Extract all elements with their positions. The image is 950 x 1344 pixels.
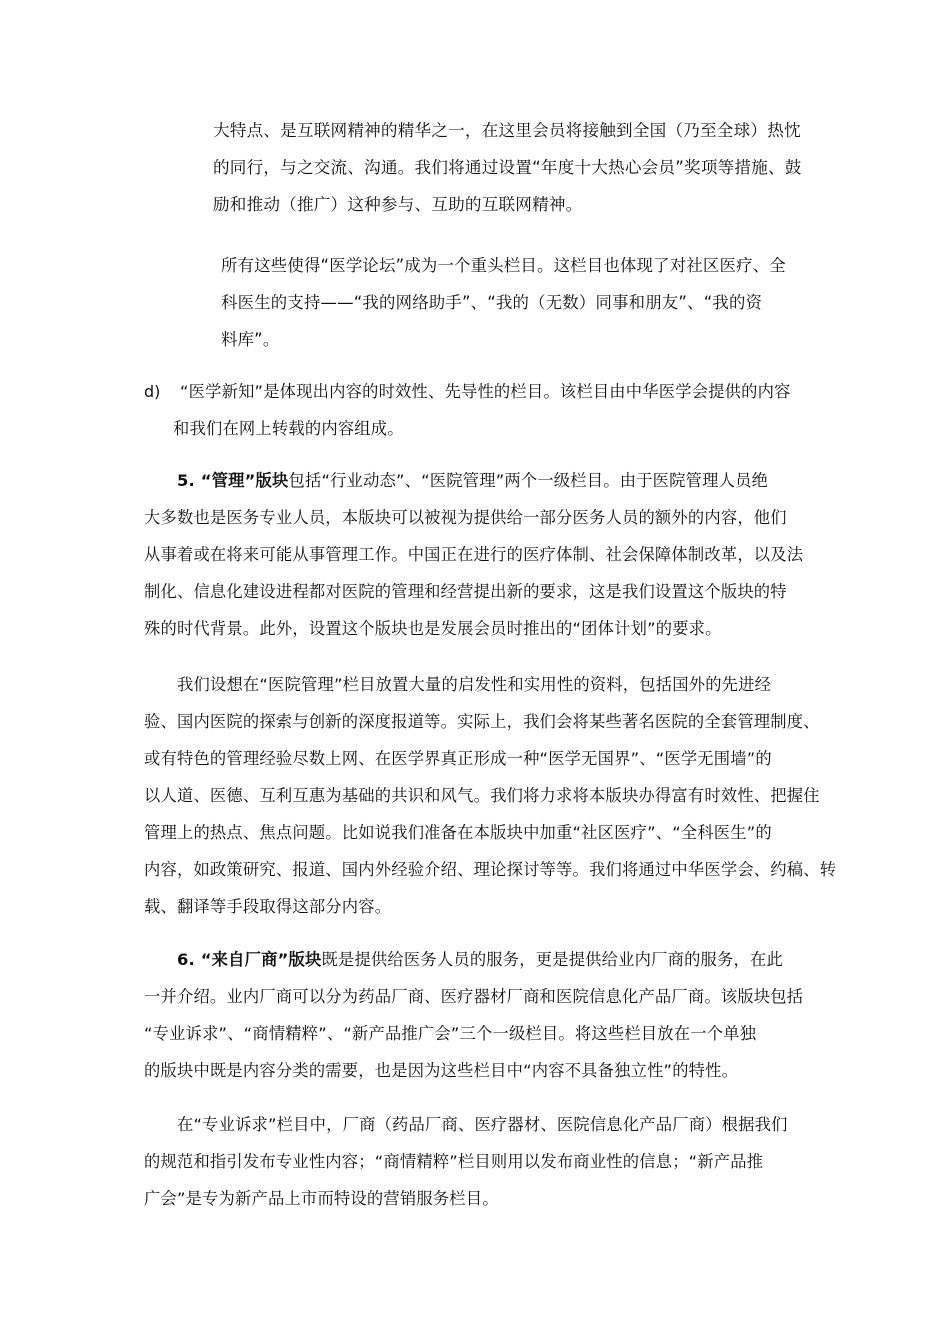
medical-news-item-continued: [173, 410, 404, 447]
list-item-line: “医学新知”是体现出内容的时效性、先导性的栏目。该栏目由中华医学会提供的内容: [180, 382, 791, 401]
medical-news-item: [180, 373, 791, 410]
paragraph-line: 殊的时代背景。此外，设置这个版块也是发展会员时推出的“团体计划”的要求。: [144, 619, 722, 638]
paragraph-line: 的同行，与之交流、沟通。我们将通过设置“年度十大热心会员”奖项等措施、鼓: [213, 158, 802, 177]
paragraph-line: 内容，如政策研究、报道、国内外经验介绍、理论探讨等等。我们将通过中华医学会、约稿、转: [144, 860, 837, 879]
section-5-paragraph: [144, 462, 803, 647]
paragraph-line: “专业诉求”、“商情精粹”、“新产品推广会”三个一级栏目。将这些栏目放在一个单独: [144, 1024, 757, 1043]
paragraph-line: 管理上的热点、焦点问题。比如说我们准备在本版块中加重“社区医疗”、“全科医生”的: [144, 823, 772, 842]
member-spirit-paragraph: [213, 112, 802, 223]
paragraph-line: 科医生的支持——“我的网络助手”、“我的（无数）同事和朋友”、“我的资: [221, 293, 763, 312]
list-marker-d: d): [144, 382, 161, 401]
paragraph-line: 从事着或在将来可能从事管理工作。中国正在进行的医疗体制、社会保障体制改革，以及法: [144, 545, 804, 564]
vendor-columns-paragraph: [144, 1106, 788, 1217]
section-6-first-line-text: 既是提供给医务人员的服务，更是提供给业内厂商的服务，在此: [321, 950, 783, 969]
paragraph-line: 所有这些使得“医学论坛”成为一个重头栏目。这栏目也体现了对社区医疗、全: [221, 256, 786, 275]
paragraph-line: 的版块中既是内容分类的需要，也是因为这些栏目中“内容不具备独立性”的特性。: [144, 1061, 739, 1080]
paragraph-line: 或有特色的管理经验尽数上网、在医学界真正形成一种“医学无国界”、“医学无围墙”的: [144, 749, 772, 768]
list-item-line: 和我们在网上转载的内容组成。: [173, 419, 404, 438]
paragraph-line: 大多数也是医务专业人员，本版块可以被视为提供给一部分医务人员的额外的内容，他们: [144, 508, 787, 527]
paragraph-line: 在“专业诉求”栏目中，厂商（药品厂商、医疗器材、医院信息化产品厂商）根据我们: [177, 1115, 788, 1134]
paragraph-line: 以人道、医德、互利互惠为基础的共识和风气。我们将力求将本版块办得富有时效性、把握住: [144, 786, 820, 805]
paragraph-line: 励和推动（推广）这种参与、互助的互联网精神。: [213, 195, 583, 214]
paragraph-line: 广会”是专为新产品上市而特设的营销服务栏目。: [144, 1189, 499, 1208]
section-5-first-line-text: 包括“行业动态”、“医院管理”两个一级栏目。由于医院管理人员绝: [288, 471, 769, 490]
paragraph-line: 载、翻译等手段取得这部分内容。: [144, 897, 392, 916]
section-5-first-line: [144, 462, 803, 499]
paragraph-line: 验、国内医院的探索与创新的深度报道等。实际上，我们会将某些著名医院的全套管理制度、: [144, 712, 820, 731]
paragraph-line: 制化、信息化建设进程都对医院的管理和经营提出新的要求，这是我们设置这个版块的特: [144, 582, 787, 601]
paragraph-line: 我们设想在“医院管理”栏目放置大量的启发性和实用性的资料，包括国外的先进经: [177, 675, 772, 694]
hospital-management-paragraph: [144, 666, 836, 925]
paragraph-line: 大特点、是互联网精神的精华之一，在这里会员将接触到全国（乃至全球）热忱: [213, 121, 801, 140]
section-6-first-line: [144, 941, 803, 978]
section-6-heading: 6. “来自厂商”版块: [177, 950, 322, 969]
forum-summary-paragraph: [221, 247, 786, 358]
section-5-heading: 5. “管理”版块: [177, 471, 289, 490]
paragraph-line: 一并介绍。业内厂商可以分为药品厂商、医疗器材厂商和医院信息化产品厂商。该版块包括: [144, 987, 804, 1006]
paragraph-line: 的规范和指引发布专业性内容；“商情精粹”栏目则用以发布商业性的信息；“新产品推: [144, 1152, 764, 1171]
section-6-paragraph: [144, 941, 803, 1089]
paragraph-line: 料库”。: [221, 330, 280, 349]
